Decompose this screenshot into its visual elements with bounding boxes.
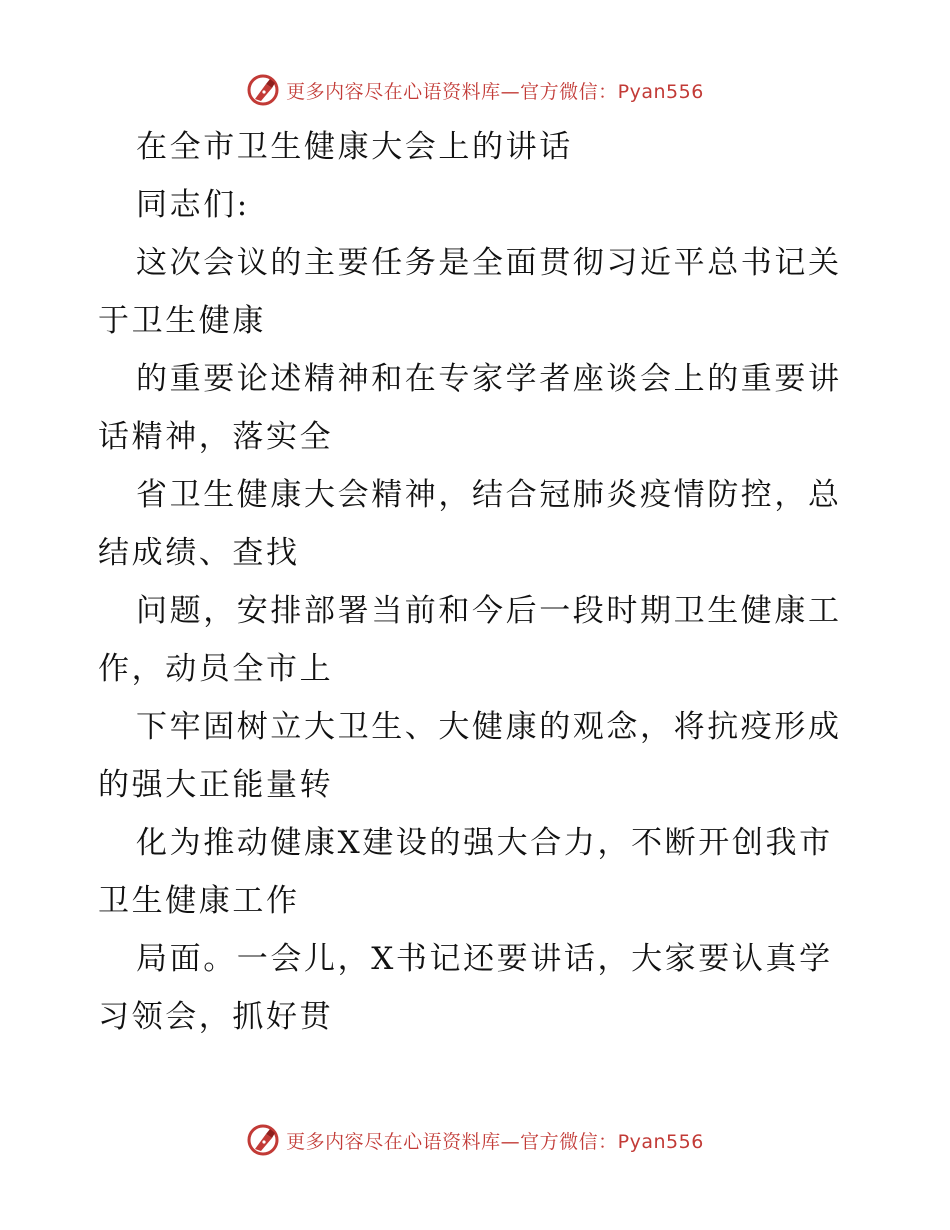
body-line: 卫生健康工作 — [98, 883, 300, 919]
body-line: 结成绩、查找 — [98, 535, 300, 571]
body-line: 作，动员全市上 — [98, 651, 334, 687]
body-line: 于卫生健康 — [98, 303, 266, 339]
body-line: 问题，安排部署当前和今后一段时期卫生健康工 — [136, 593, 842, 629]
footer-watermark — [0, 1120, 950, 1160]
body-line: 局面。一会儿，X书记还要讲话，大家要认真学 — [136, 941, 833, 977]
pen-nib-circle-icon — [246, 73, 280, 107]
salutation: 同志们: — [136, 187, 250, 223]
body-line: 省卫生健康大会精神，结合冠肺炎疫情防控，总 — [136, 477, 842, 513]
body-line: 话精神，落实全 — [98, 419, 334, 455]
header-watermark — [0, 70, 950, 110]
document-title: 在全市卫生健康大会上的讲话 — [136, 129, 573, 165]
body-line: 的重要论述精神和在专家学者座谈会上的重要讲 — [136, 361, 842, 397]
watermark-text: 更多内容尽在心语资料库—官方微信：Pyan556 — [286, 80, 704, 103]
document-body — [98, 118, 858, 1046]
body-line: 这次会议的主要任务是全面贯彻习近平总书记关 — [136, 245, 842, 281]
pen-nib-circle-icon — [246, 1123, 280, 1157]
body-line: 的强大正能量转 — [98, 767, 334, 803]
body-line: 习领会，抓好贯 — [98, 999, 334, 1035]
body-line: 下牢固树立大卫生、大健康的观念，将抗疫形成 — [136, 709, 842, 745]
watermark-text: 更多内容尽在心语资料库—官方微信：Pyan556 — [286, 1130, 704, 1153]
body-line: 化为推动健康X建设的强大合力，不断开创我市 — [136, 825, 833, 861]
